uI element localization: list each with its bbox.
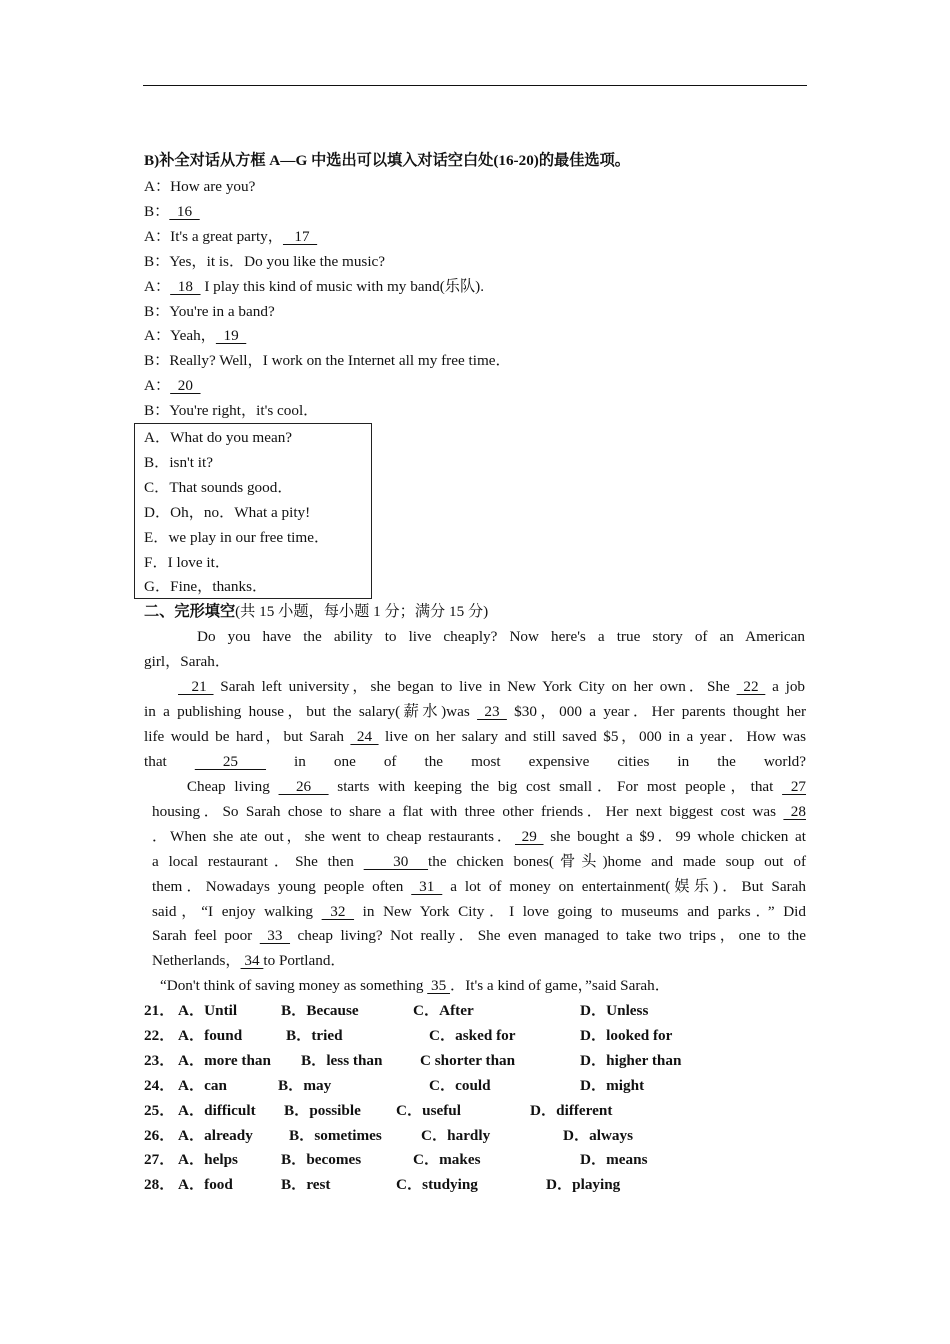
dialogue-line — [144, 302, 275, 322]
passage-text: starts with keeping the big cost small．For most people，that — [328, 778, 783, 795]
passage-text: the chicken bones(骨头)home and made soup out of — [428, 852, 807, 870]
answer-option: A．more than — [178, 1051, 271, 1069]
passage-text: in one of the most expensive cities in the world? — [266, 752, 807, 770]
question-number: 28． — [144, 1176, 175, 1194]
dialogue-text: A： — [144, 377, 171, 395]
answer-option: C．studying — [396, 1176, 478, 1194]
answer-option: D．looked for — [580, 1026, 673, 1044]
passage-text: ．It's a kind of game，”said Sarah． — [450, 977, 670, 994]
dialogue-text: B：You're in a band? — [144, 302, 275, 320]
answer-blank: 35 — [427, 977, 451, 994]
answer-option: B．becomes — [281, 1151, 362, 1169]
answer-blank: 33 — [259, 927, 291, 945]
answer-blank: 29 — [515, 827, 544, 845]
answer-blank: 22 — [736, 678, 766, 695]
answer-blank: 16 — [169, 202, 200, 220]
answer-option: B．Because — [281, 1002, 359, 1019]
answer-blank: 26 — [278, 778, 329, 795]
dialogue-line — [144, 401, 318, 421]
option-item: E．we play in our free time． — [144, 528, 330, 546]
passage-text: in New York City．I love going to museums and parks．” Did — [354, 902, 806, 920]
dialogue-line — [144, 351, 511, 371]
passage-text: housing．So Sarah chose to share a flat with three other friends．Her next biggest cost was — [152, 802, 784, 820]
passage-text: a lot of money on entertainment(娱乐)．But Sarah — [442, 877, 806, 895]
passage-text: a job — [765, 678, 806, 695]
answer-option: D．always — [563, 1126, 634, 1144]
dialogue-text: A：How are you? — [144, 178, 256, 195]
passage-line — [160, 976, 670, 996]
passage-text: cheap living? Not really．She even managed to take two trips，one to the — [290, 927, 807, 945]
answer-option: A．found — [178, 1026, 243, 1044]
dialogue-line — [144, 277, 484, 297]
passage-text: Sarah feel poor — [152, 927, 260, 945]
answer-blank: 31 — [411, 877, 443, 895]
passage-text: Sarah left university，she began to live in New York City on her own．She — [213, 678, 737, 695]
passage-text: ．When she ate out，she went to cheap restaurants． — [152, 827, 515, 845]
answer-blank: 23 — [477, 702, 507, 720]
option-item: C．That sounds good． — [144, 478, 293, 496]
question-number: 22． — [144, 1026, 175, 1044]
dialogue-text: A： — [144, 277, 171, 295]
option-item: G．Fine，thanks． — [144, 578, 268, 596]
passage-text: “Don't think of saving money as something — [160, 977, 428, 994]
answer-option: A．can — [178, 1076, 227, 1094]
answer-option: C．hardly — [421, 1126, 491, 1144]
section-b-heading: B)补全对话从方框 A—G 中选出可以填入对话空白处(16-20)的最佳选项。 — [144, 152, 630, 169]
dialogue-text: I play this kind of music with my band(乐队). — [200, 277, 484, 295]
passage-text: to Portland． — [263, 952, 346, 970]
passage-text: a local restaurant．She then — [152, 852, 364, 870]
answer-option: B．rest — [281, 1176, 331, 1194]
passage-line — [152, 951, 346, 971]
passage-text: life would be hard，but Sarah — [144, 727, 351, 745]
passage-text: she bought a $9．99 whole chicken at — [543, 827, 806, 845]
answer-option: A．difficult — [178, 1101, 256, 1119]
answer-blank: 27 — [782, 778, 807, 795]
answer-option: B．possible — [284, 1101, 361, 1119]
answer-blank: 24 — [350, 727, 379, 745]
answer-option: D．playing — [546, 1176, 621, 1194]
dialogue-text: A：Yeah， — [144, 327, 216, 345]
answer-blank: 20 — [170, 377, 201, 395]
section-2-title: 二、完形填空 — [144, 603, 236, 620]
top-rule — [143, 85, 807, 86]
answer-blank: 18 — [170, 277, 201, 295]
passage-line — [152, 902, 806, 922]
passage-line — [144, 727, 806, 747]
passage-line — [152, 777, 806, 797]
answer-option: C．useful — [396, 1101, 461, 1119]
answer-option: D．Unless — [580, 1002, 649, 1019]
answer-option: C．asked for — [429, 1026, 516, 1044]
answer-blank: 21 — [178, 678, 214, 695]
passage-line — [152, 802, 806, 822]
answer-option: A．helps — [178, 1151, 238, 1169]
dialogue-line — [144, 376, 201, 396]
answer-option: B．tried — [286, 1026, 343, 1044]
answer-blank: 30 — [363, 852, 429, 870]
dialogue-text: B：Really? Well，I work on the Internet all my free time． — [144, 352, 511, 370]
passage-line: Do you have the ability to live cheaply? Now here's a true story of an American — [197, 628, 805, 645]
option-item: F．I love it． — [144, 553, 231, 571]
answer-blank: 32 — [321, 902, 355, 920]
dialogue-line — [144, 177, 255, 197]
answer-option: D．means — [580, 1151, 648, 1169]
section-2-heading — [144, 602, 488, 622]
answer-blank: 17 — [282, 227, 318, 245]
passage-line — [152, 827, 806, 847]
answer-option: C．makes — [413, 1151, 481, 1169]
dialogue-text: B：You're right，it's cool． — [144, 402, 319, 420]
option-item: D．Oh，no．What a pity! — [144, 503, 311, 521]
answer-option: A．already — [178, 1126, 253, 1144]
question-number: 27． — [144, 1151, 175, 1169]
dialogue-text: B： — [144, 202, 170, 220]
passage-line — [144, 752, 806, 772]
answer-option: C．After — [413, 1002, 474, 1019]
dialogue-text: A：It's a great party， — [144, 227, 283, 245]
answer-option: B．less than — [301, 1051, 383, 1069]
dialogue-line — [144, 227, 317, 247]
answer-blank: 34 — [240, 952, 264, 970]
answer-option: D．might — [580, 1076, 645, 1094]
answer-option: C．could — [429, 1076, 491, 1094]
options-box — [134, 423, 372, 599]
dialogue-text: B：Yes，it is．Do you like the music? — [144, 252, 386, 270]
question-number: 23． — [144, 1051, 175, 1069]
passage-text: said，“I enjoy walking — [152, 902, 322, 920]
passage-line — [178, 677, 805, 697]
passage-text: Cheap living — [152, 778, 279, 795]
option-item: B．isn't it? — [144, 453, 213, 471]
answer-option: B．may — [278, 1076, 332, 1094]
answer-blank: 19 — [215, 327, 247, 345]
question-number: 24． — [144, 1076, 175, 1094]
passage-text: live on her salary and still saved $5，000 in a year．How was — [378, 727, 807, 745]
answer-option: D．different — [530, 1101, 613, 1119]
passage-line — [152, 877, 806, 897]
question-number: 26． — [144, 1126, 175, 1144]
passage-line — [152, 926, 806, 946]
dialogue-line — [144, 326, 246, 346]
answer-blank: 28 — [783, 802, 806, 820]
option-item: A．What do you mean? — [144, 429, 293, 446]
passage-text: them．Nowadays young people often — [152, 877, 412, 895]
answer-option: A．Until — [178, 1002, 238, 1019]
passage-line: girl，Sarah． — [144, 653, 231, 670]
passage-text: Netherlands， — [152, 952, 241, 970]
passage-text: in a publishing house，but the salary(薪水)was — [144, 702, 478, 720]
answer-option: C shorter than — [420, 1051, 516, 1069]
answer-option: A．food — [178, 1176, 233, 1194]
answer-blank: 25 — [194, 752, 267, 770]
passage-line — [144, 702, 806, 722]
passage-text: that — [144, 752, 195, 770]
passage-text: $30，000 a year．Her parents thought her — [506, 702, 807, 720]
dialogue-line — [144, 202, 200, 222]
question-number: 25． — [144, 1101, 175, 1119]
question-number: 21． — [144, 1002, 175, 1019]
dialogue-line — [144, 252, 385, 272]
section-2-scoring: (共 15 小题，每小题 1 分；满分 15 分) — [235, 603, 489, 620]
passage-line — [152, 852, 806, 872]
answer-option: D．higher than — [580, 1051, 682, 1069]
answer-option: B．sometimes — [289, 1126, 382, 1144]
